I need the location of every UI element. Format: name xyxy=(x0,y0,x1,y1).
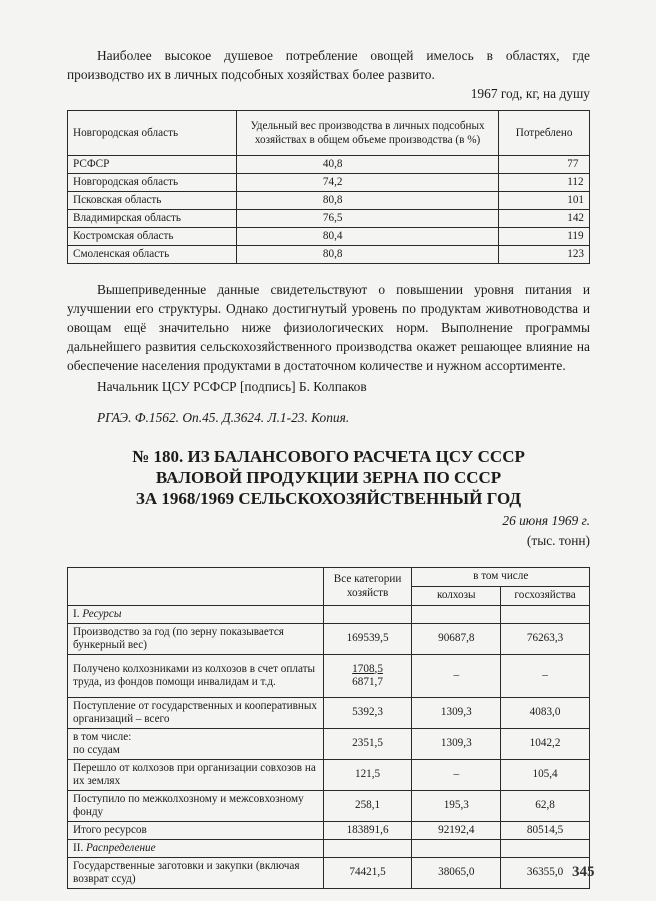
cell-kolkhozy: 195,3 xyxy=(412,791,501,822)
section-title: Ресурсы xyxy=(82,607,122,620)
cell-all: 258,1 xyxy=(323,791,412,822)
cell-label: Поступление от государственных и кооперативных организаций – всего xyxy=(68,698,324,729)
cell-label: Государственные заготовки и закупки (включая возврат ссуд) xyxy=(68,858,324,889)
header-share: Удельный вес производства в личных подсобных хозяйствах в общем объеме производства (в %) xyxy=(236,111,498,156)
header-all-categories: Все категории хозяйств xyxy=(323,568,412,606)
section-row-resources xyxy=(68,606,590,624)
cell-all: 2351,5 xyxy=(323,729,412,760)
empty-cell xyxy=(501,606,590,624)
section-number: II. xyxy=(73,841,84,854)
archive-reference: РГАЭ. Ф.1562. Оп.45. Д.3624. Л.1-23. Копия. xyxy=(97,410,350,425)
table-row xyxy=(68,760,590,791)
header-kolkhozy: колхозы xyxy=(412,587,501,606)
cell-kolkhozy: – xyxy=(412,760,501,791)
cell-region: Новгородская область xyxy=(68,174,237,192)
empty-cell xyxy=(412,840,501,858)
cell-goskhozy: 76263,3 xyxy=(501,624,590,655)
conclusion-paragraph xyxy=(67,280,590,375)
cell-consumed: 142 xyxy=(499,210,590,228)
header-including: в том числе xyxy=(412,568,590,587)
cell-kolkhozy: – xyxy=(412,655,501,698)
table-row xyxy=(68,192,590,210)
header-region: Новгородская область xyxy=(68,111,237,156)
table-header-row xyxy=(68,111,590,156)
empty-cell xyxy=(323,606,412,624)
cell-region: Костромская область xyxy=(68,228,237,246)
cell-label xyxy=(68,729,324,760)
cell-all: 169539,5 xyxy=(323,624,412,655)
empty-cell xyxy=(501,840,590,858)
cell-region: Владимирская область xyxy=(68,210,237,228)
table-row xyxy=(68,698,590,729)
table1-unit-note: 1967 год, кг, на душу xyxy=(470,86,590,101)
cell-kolkhozy: 1309,3 xyxy=(412,729,501,760)
empty-cell xyxy=(412,606,501,624)
cell-goskhozy: 4083,0 xyxy=(501,698,590,729)
cell-label-text: по ссудам xyxy=(73,744,120,756)
cell-kolkhozy: 92192,4 xyxy=(412,822,501,840)
table-row xyxy=(68,655,590,698)
section-number: I. xyxy=(73,607,80,620)
cell-goskhozy: – xyxy=(501,655,590,698)
vegetable-consumption-table xyxy=(67,110,590,264)
cell-region: Смоленская область xyxy=(68,246,237,264)
table-row xyxy=(68,624,590,655)
cell-consumed: 101 xyxy=(499,192,590,210)
cell-kolkhozy: 1309,3 xyxy=(412,698,501,729)
cell-share: 76,5 xyxy=(236,210,498,228)
grain-balance-table xyxy=(67,567,590,889)
cell-share: 74,2 xyxy=(236,174,498,192)
conclusion-text: Вышеприведенные данные свидетельствуют о повышении уровня питания и улучшении его структуры. Однако достигнутый уровень по продуктам животноводства и овощам ещё значительно ниже физиологических норм. Выполнение программы дальнейшего развития сельскохозяйственного производства окажет решающее влияние на обеспечение населения продуктами в достаточном количестве и нужном ассортименте. xyxy=(67,282,590,373)
document-date: 26 июня 1969 г. xyxy=(502,513,590,528)
intro-text: Наиболее высокое душевое потребление овощей имелось в областях, где производство их в личных подсобных хозяйствах более развито. xyxy=(67,48,590,82)
intro-paragraph xyxy=(67,46,590,84)
table-row xyxy=(68,858,590,889)
title-line: ВАЛОВОЙ ПРОДУКЦИИ ЗЕРНА ПО СССР xyxy=(155,468,502,487)
cell-consumed: 112 xyxy=(499,174,590,192)
header-blank xyxy=(68,568,324,606)
section-title: Распределение xyxy=(86,841,156,854)
header-goskhozy: госхозяйства xyxy=(501,587,590,606)
cell-region: РСФСР xyxy=(68,156,237,174)
cell-all: 121,5 xyxy=(323,760,412,791)
cell-label-prefix: в том числе: xyxy=(73,730,132,743)
cell-label: Перешло от колхозов при организации совхозов на их землях xyxy=(68,760,324,791)
table-row xyxy=(68,174,590,192)
cell-kolkhozy: 38065,0 xyxy=(412,858,501,889)
table-row xyxy=(68,246,590,264)
cell-share: 40,8 xyxy=(236,156,498,174)
table-row xyxy=(68,729,590,760)
cell-goskhozy: 62,8 xyxy=(501,791,590,822)
section-label xyxy=(68,840,324,858)
cell-consumed: 119 xyxy=(499,228,590,246)
cell-kolkhozy: 90687,8 xyxy=(412,624,501,655)
cell-all: 74421,5 xyxy=(323,858,412,889)
cell-label: Производство за год (по зерну показывается бункерный вес) xyxy=(68,624,324,655)
cell-all-numerator: 1708,5 xyxy=(352,662,383,675)
document-unit: (тыс. тонн) xyxy=(526,533,590,548)
cell-share: 80,8 xyxy=(236,192,498,210)
table-row-total xyxy=(68,822,590,840)
cell-consumed: 77 xyxy=(499,156,590,174)
title-line: ЗА 1968/1969 СЕЛЬСКОХОЗЯЙСТВЕННЫЙ ГОД xyxy=(135,489,522,508)
section-label xyxy=(68,606,324,624)
cell-region: Псковская область xyxy=(68,192,237,210)
table-row xyxy=(68,228,590,246)
table-row xyxy=(68,156,590,174)
cell-all: 5392,3 xyxy=(323,698,412,729)
cell-all: 183891,6 xyxy=(323,822,412,840)
cell-label: Итого ресурсов xyxy=(68,822,324,840)
document-title xyxy=(67,446,590,509)
cell-share: 80,4 xyxy=(236,228,498,246)
cell-all xyxy=(323,655,412,698)
cell-goskhozy: 80514,5 xyxy=(501,822,590,840)
title-line: № 180. ИЗ БАЛАНСОВОГО РАСЧЕТА ЦСУ СССР xyxy=(132,447,525,466)
table-row xyxy=(68,210,590,228)
section-row-distribution xyxy=(68,840,590,858)
header-consumed: Потреблено xyxy=(499,111,590,156)
cell-goskhozy: 36355,0 xyxy=(501,858,590,889)
cell-all-denominator: 6871,7 xyxy=(352,676,383,688)
table-header-row xyxy=(68,568,590,587)
cell-label: Получено колхозниками из колхозов в счет оплаты труда, из фондов помощи инвалидам и т.д. xyxy=(68,655,324,698)
cell-share: 80,8 xyxy=(236,246,498,264)
cell-label: Поступило по межколхозному и межсовхозному фонду xyxy=(68,791,324,822)
table-row xyxy=(68,791,590,822)
cell-goskhozy: 105,4 xyxy=(501,760,590,791)
cell-consumed: 123 xyxy=(499,246,590,264)
empty-cell xyxy=(323,840,412,858)
signature-line: Начальник ЦСУ РСФСР [подпись] Б. Колпаков xyxy=(97,379,367,394)
page-number: 345 xyxy=(572,864,595,880)
cell-goskhozy: 1042,2 xyxy=(501,729,590,760)
